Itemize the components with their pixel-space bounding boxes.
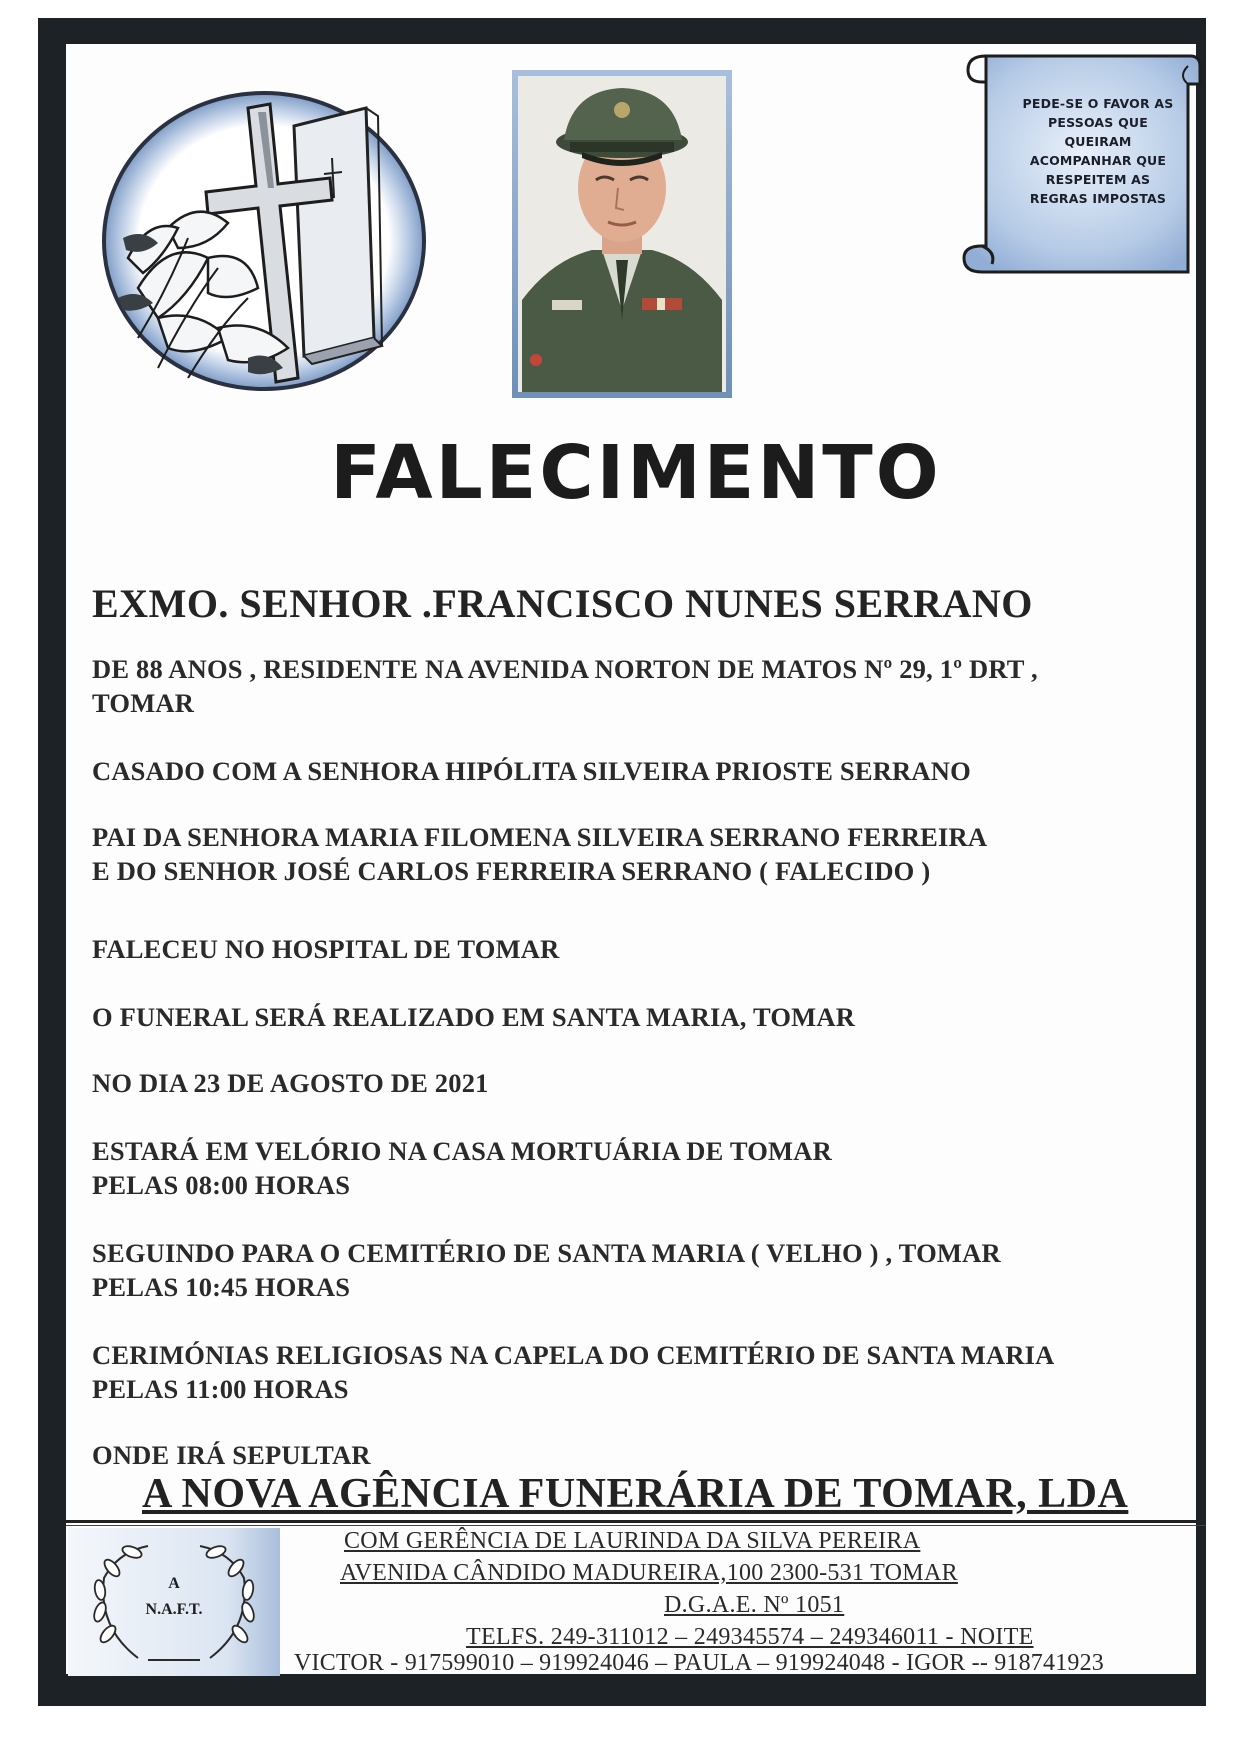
phones-line: TELFS. 249-311012 – 249345574 – 249346011 - NOITE xyxy=(466,1624,1034,1650)
scroll-line: QUEIRAM xyxy=(1064,134,1132,149)
license-line: D.G.A.E. Nº 1051 xyxy=(664,1592,845,1618)
children-line-2: E DO SENHOR JOSÉ CARLOS FERREIRA SERRANO ( FALECIDO ) xyxy=(92,856,931,886)
agency-logo xyxy=(68,1528,280,1676)
scroll-line: RESPEITEM AS xyxy=(1045,172,1151,187)
residence-city-line: TOMAR xyxy=(92,688,195,718)
funeral-location-line: O FUNERAL SERÁ REALIZADO EM SANTA MARIA, TOMAR xyxy=(92,1002,856,1032)
agency-name: A NOVA AGÊNCIA FUNERÁRIA DE TOMAR, LDA xyxy=(142,1471,1129,1517)
wake-location-line: ESTARÁ EM VELÓRIO NA CASA MORTUÁRIA DE TOMAR xyxy=(92,1136,832,1166)
wake-time-line: PELAS 08:00 HORAS xyxy=(92,1170,351,1200)
contacts-line: VICTOR - 917599010 – 919924046 – PAULA – 919924048 - IGOR -- 918741923 xyxy=(294,1650,1105,1676)
age-residence-line: DE 88 ANOS , RESIDENTE NA AVENIDA NORTON DE MATOS Nº 29, 1º DRT , xyxy=(92,654,1038,684)
ceremony-time-line: PELAS 11:00 HORAS xyxy=(92,1374,349,1404)
ceremony-line: CERIMÓNIAS RELIGIOSAS NA CAPELA DO CEMITÉRIO DE SANTA MARIA xyxy=(92,1340,1055,1370)
children-line-1: PAI DA SENHORA MARIA FILOMENA SILVEIRA SERRANO FERREIRA xyxy=(92,822,988,852)
footer-divider xyxy=(66,1520,1206,1523)
spouse-line: CASADO COM A SENHORA HIPÓLITA SILVEIRA PRIOSTE SERRANO xyxy=(92,756,971,786)
scroll-line: REGRAS IMPOSTAS xyxy=(1029,191,1167,206)
notice-title: FALECIMENTO xyxy=(330,430,942,516)
scroll-line: PESSOAS QUE xyxy=(1048,115,1148,130)
logo-initials: N.A.F.T. xyxy=(145,1601,203,1618)
funeral-date-line: NO DIA 23 DE AGOSTO DE 2021 xyxy=(92,1068,489,1098)
place-of-death-line: FALECEU NO HOSPITAL DE TOMAR xyxy=(92,934,560,964)
cemetery-line: SEGUINDO PARA O CEMITÉRIO DE SANTA MARIA ( VELHO ) , TOMAR xyxy=(92,1238,1001,1268)
deceased-name: EXMO. SENHOR .FRANCISCO NUNES SERRANO xyxy=(92,581,1033,626)
burial-line: ONDE IRÁ SEPULTAR xyxy=(92,1440,371,1470)
scroll-line: PEDE-SE O FAVOR AS xyxy=(1022,96,1174,111)
address-line: AVENIDA CÂNDIDO MADUREIRA,100 2300-531 TOMAR xyxy=(340,1560,958,1586)
cemetery-time-line: PELAS 10:45 HORAS xyxy=(92,1272,351,1302)
deceased-portrait xyxy=(512,70,732,398)
logo-letter: A xyxy=(168,1575,180,1592)
scroll-line: ACOMPANHAR QUE xyxy=(1029,153,1167,168)
cross-lily-emblem xyxy=(98,88,430,394)
scroll-notice-text xyxy=(1000,94,1196,208)
management-line: COM GERÊNCIA DE LAURINDA DA SILVA PEREIRA xyxy=(344,1528,921,1554)
footer-divider-thin xyxy=(66,1525,1206,1526)
